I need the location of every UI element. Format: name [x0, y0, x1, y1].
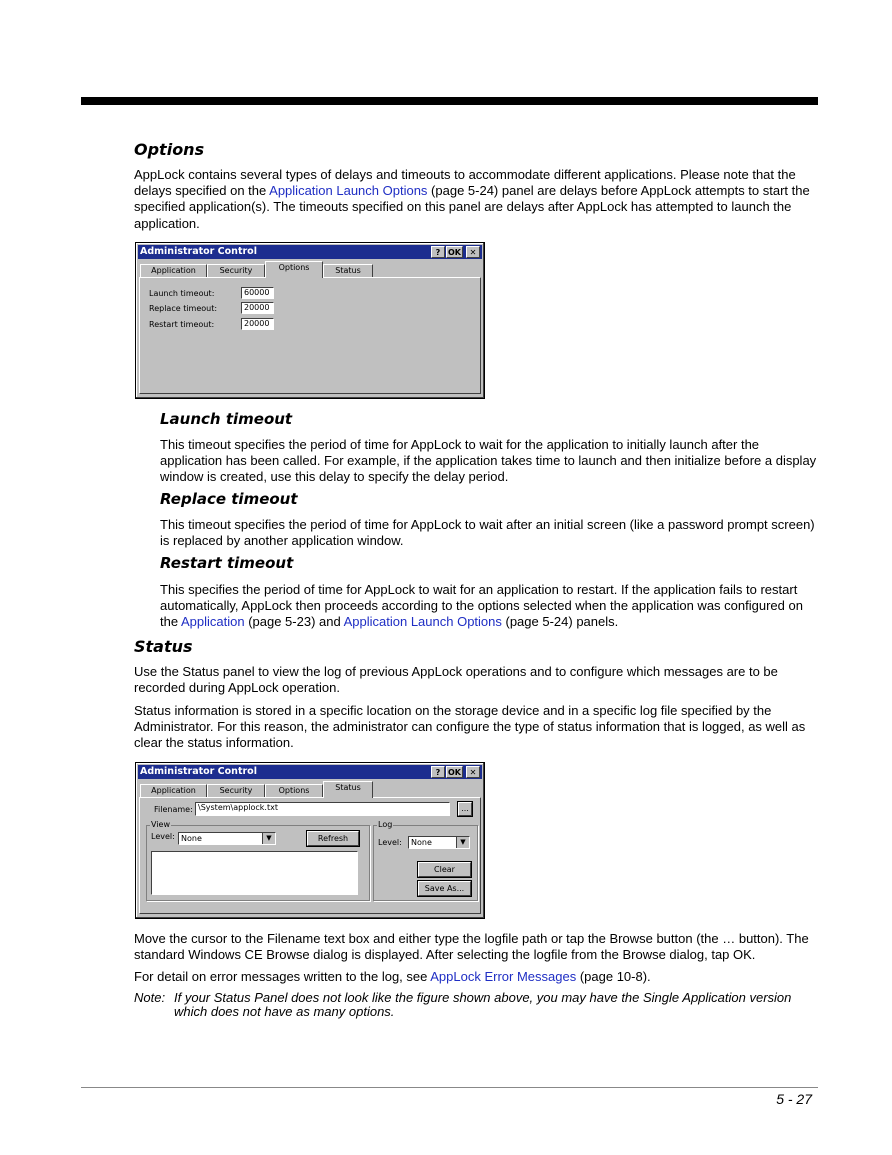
restart-timeout-field[interactable]: 20000 [241, 318, 274, 330]
browse-button[interactable]: ... [458, 802, 472, 816]
dialog-title-bar [138, 765, 482, 779]
log-level-select[interactable] [408, 836, 470, 849]
log-group-label: Log [378, 820, 393, 829]
error-text-1: For detail on error messages written to the log, see [134, 969, 431, 984]
options-heading: Options [134, 140, 205, 159]
filename-label: Filename: [154, 805, 193, 814]
view-group-label: View [151, 820, 170, 829]
launch-timeout-heading: Launch timeout [160, 410, 293, 428]
tab-status[interactable]: Status [323, 264, 373, 277]
save-as-button[interactable]: Save As... [418, 881, 471, 896]
log-group [373, 820, 478, 901]
restart-text-1: This specifies the period of time for AppLock to wait for an application to restart. If the application fails to restart automatically, AppLock then proceeds according to the options selected when the application was configured on the [160, 582, 803, 630]
note-label: Note: [134, 990, 166, 1005]
view-group [146, 820, 370, 901]
applock-error-messages-link[interactable]: AppLock Error Messages [430, 969, 577, 984]
chevron-down-icon[interactable]: ▼ [262, 833, 275, 844]
chevron-down-icon[interactable]: ▼ [456, 837, 469, 848]
launch-timeout-field[interactable]: 60000 [241, 287, 274, 299]
replace-timeout-label: Replace timeout: [149, 304, 218, 313]
application-launch-options-link-2[interactable]: Application Launch Options [343, 614, 502, 630]
header-rule [81, 97, 818, 105]
help-button[interactable]: ? [431, 246, 445, 258]
application-link[interactable]: Application [180, 614, 245, 630]
ok-button[interactable]: OK [448, 248, 461, 257]
refresh-button[interactable]: Refresh [307, 831, 359, 846]
view-level-select[interactable] [178, 832, 276, 845]
filename-field[interactable]: \System\applock.txt [195, 802, 450, 816]
restart-text-2: (page 5-23) and [244, 614, 344, 630]
log-level-value: None [411, 838, 432, 847]
browse-instructions: Move the cursor to the Filename text box and either type the logfile path or tap the Browse button (the … button). The standard Windows CE Browse dialog is displayed. After selecting the logfile from the Browse dialog, tap OK. [134, 931, 809, 963]
tab-application[interactable]: Application [140, 264, 207, 277]
restart-timeout-heading: Restart timeout [160, 554, 294, 572]
application-launch-options-link[interactable]: Application Launch Options [269, 183, 428, 199]
status-para-1: Use the Status panel to view the log of previous AppLock operations and to configure which messages are to be recorded during AppLock operation. [134, 664, 778, 696]
help-button[interactable]: ? [431, 766, 445, 778]
view-level-label: Level: [151, 832, 175, 841]
options-panel [139, 277, 481, 394]
status-dialog-screenshot [135, 762, 485, 919]
close-icon[interactable]: ✕ [466, 246, 480, 258]
footer-rule [81, 1087, 818, 1088]
log-view-area[interactable] [151, 851, 358, 895]
view-level-value: None [181, 834, 202, 843]
tab-options[interactable]: Options [265, 261, 323, 278]
dialog-title-bar [138, 245, 482, 259]
tab-security[interactable]: Security [207, 784, 265, 797]
ok-button[interactable]: OK [448, 768, 461, 777]
log-level-label: Level: [378, 838, 402, 847]
replace-timeout-heading: Replace timeout [160, 490, 298, 508]
dialog-title: Administrator Control [140, 246, 257, 257]
clear-button[interactable]: Clear [418, 862, 471, 877]
error-text-2: (page 10-8). [576, 969, 651, 984]
replace-timeout-field[interactable]: 20000 [241, 302, 274, 314]
close-icon[interactable]: ✕ [466, 766, 480, 778]
status-para-2: Status information is stored in a specific location on the storage device and in a specific log file specified by the Administrator. For this reason, the administrator can configure the type of status information that is logged, as well as clear the status information. [134, 703, 806, 751]
status-heading: Status [134, 637, 193, 656]
options-intro [134, 167, 820, 232]
status-panel [139, 797, 481, 914]
error-messages-paragraph [134, 969, 820, 985]
restart-text-3: (page 5-24) panels. [501, 614, 619, 630]
options-intro-text-1: AppLock contains several types of delays and timeouts to accommodate different applications. Please note that the delays specified on the [134, 167, 796, 199]
launch-timeout-label: Launch timeout: [149, 289, 215, 298]
restart-timeout-text [160, 582, 820, 631]
replace-timeout-text: This timeout specifies the period of time for AppLock to wait after an initial screen (like a password prompt screen) is replaced by another application window. [160, 517, 815, 549]
launch-timeout-text: This timeout specifies the period of time for AppLock to wait for the application to initially launch after the application has been called. For example, if the application takes time to launch and then initialize before a display window is created, use this delay to specify the delay period. [160, 437, 817, 485]
tab-security[interactable]: Security [207, 264, 265, 277]
options-intro-text-2: (page 5-24) panel are delays before AppLock attempts to start the specified application(s). The timeouts specified on this panel are delays after AppLock has attempted to launch the application. [134, 183, 810, 231]
options-dialog-screenshot [135, 242, 485, 399]
page-number: 5 - 27 [776, 1091, 812, 1107]
dialog-title: Administrator Control [140, 766, 257, 777]
tab-application[interactable]: Application [140, 784, 207, 797]
restart-timeout-label: Restart timeout: [149, 320, 215, 329]
tab-options[interactable]: Options [265, 784, 323, 797]
tab-status[interactable]: Status [323, 781, 373, 798]
note-text: If your Status Panel does not look like the figure shown above, you may have the Single Application version which does not have as many options. [174, 990, 792, 1019]
